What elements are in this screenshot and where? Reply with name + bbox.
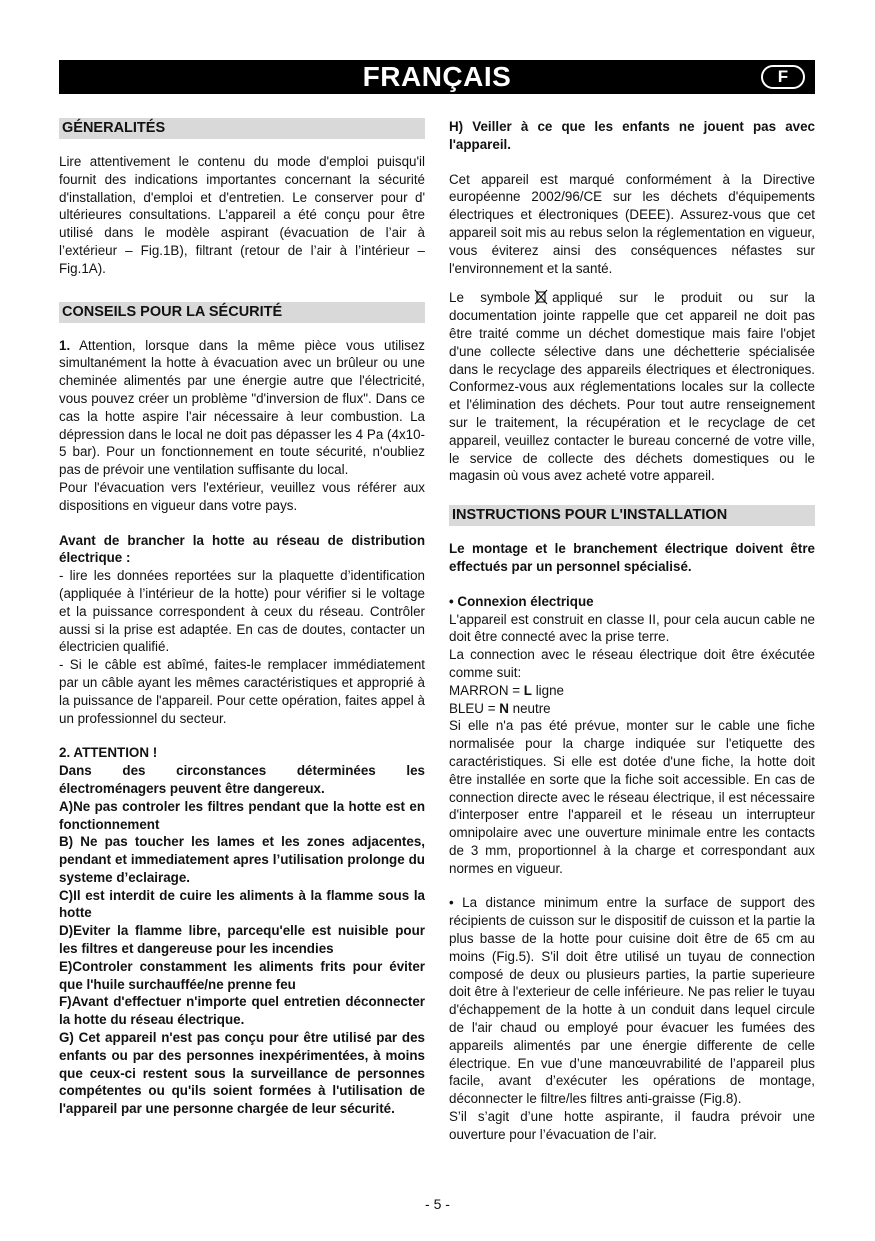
symbol-paragraph (449, 289, 815, 485)
section-title-generalites: GÉNERALITÉS (59, 118, 425, 139)
attention-item-a: A)Ne pas controler les filtres pendant que la hotte est en fonctionnement (59, 798, 425, 832)
attention-item-f: F)Avant d'effectuer n'importe quel entretien déconnecter la hotte du réseau électrique. (59, 994, 425, 1028)
branchement-heading: Avant de brancher la hotte au réseau de distribution électrique : (59, 532, 425, 566)
connexion-text-3: Si elle n'a pas été prévue, monter sur le cable une fiche normalisée pour la charge indiquée sur l'etiquette des caractéristiques. Si elle est dotée d'une fiche, la hotte doit être installée en sorte que la fiche soit accessible. En cas de connection directe avec le réseau électrique, il est nécessaire d'interposer entre l'appareil et le réseau un interrupteur omnipolaire avec une ouverture minimale entre les contacts de 3 mm, proportionnel à la charge et correspondant aux normes en vigueur. (449, 718, 815, 876)
generalites-text: Lire attentivement le contenu du mode d'emploi puisqu'il fournit des indications importantes concernant la sécurité d'installation, d'emploi et d'entretien. Le conserver pour d' ultérieures consultations. L’appareil a été conçu pour être utilisé dans le modèle aspirant (évacuation de l’air à l’extérieur – Fig.1B), filtrant (retour de l’air à l’intérieur – Fig.1A). (59, 154, 425, 276)
attention-item-h: H) Veiller à ce que les enfants ne jouent pas avec l'appareil. (449, 119, 815, 152)
attention-item-e: E)Controler constamment les aliments frits pour éviter que l'huile surchauffée/ne prenne feu (59, 958, 425, 992)
attention-item-c: C)Il est interdit de cuire les aliments à la flamme sous la hotte (59, 887, 425, 921)
wire-brown: MARRON = L ligne (449, 682, 564, 698)
right-column (449, 118, 815, 1144)
securite-text-1: Attention, lorsque dans la même pièce vous utilisez simultanément la hotte à évacuation avec un brûleur ou une cheminée alimentés par une énergie autre que l'électricité, vous pouvez créer un problème "d'inversion de flux". Dans ce cas la hotte aspire l'air nécessaire à leur combustion. La dépression dans le local ne doit pas dépasser les 4 Pa (4x10-5 bar). Pour un fonctionnement en toute sécurité, n'oubliez pas de prévoir une ventilation suffisante du local. (59, 337, 425, 478)
section-title-securite: CONSEILS POUR LA SÉCURITÉ (59, 302, 425, 323)
attention-item-d: D)Eviter la flamme libre, parcequ'elle est nuisible pour les filtres et dangereuse pour les incendies (59, 923, 425, 957)
connexion-text-2: La connection avec le réseau électrique doit être éxécutée comme suit: (449, 647, 815, 680)
language-header-bar (59, 60, 815, 94)
attention-item-g: G) Cet appareil n'est pas conçu pour être utilisé par des enfants ou par des personnes inexpérimentées, à moins que ceux-ci restent sous la surveillance de personnes compétentes ou qu'ils soient formées à l'utilisation de l'appareil par une personne chargée de leur sécurité. (59, 1030, 425, 1117)
language-badge: F (761, 65, 805, 89)
connexion-text-1: L'appareil est construit en classe II, pour cela aucun cable ne doit être connecté avec la prise terre. (449, 611, 815, 645)
distance-paragraph: • La distance minimum entre la surface de support des récipients de cuisson sur le dispositif de cuisson et la partie la plus basse de la hotte pour cuisine doit être de 65 cm au moins (Fig.5). S'il doit être utilisé un tuyau de connection composé de deux ou plusieurs parties, la partie superieure doit être à l'exterieur de celle inférieure. Ne pas relier le tuyau d'échappement de la hotte à un conduit dans lequel circule de l'air chaud ou employé pour évacuer les fumées des appareils alimentés par une énergie differente de celle électrique. En vue d’une manœuvrabilité de l’appareil plus facile, avant d’exécuter les opérations de montage, déconnecter le filtre/les filtres anti-graisse (Fig.8). (449, 895, 815, 1107)
symbol-text-pre: Le symbole (449, 290, 531, 306)
branchement-text-1: - lire les données reportées sur la plaquette d’identification (appliquée à l’intérieur de la hotte) pour vérifier si le voltage et la puissance correspondent à ceux du réseau. Contrôler aussi si la prise est adaptée. En cas de doutes, contacter un électricien qualifié. (59, 568, 425, 655)
connexion-heading: • Connexion électrique (449, 593, 594, 609)
securite-paragraph-1 (59, 337, 425, 479)
symbol-text-post: appliqué sur le produit ou sur la documentation jointe rappelle que cet appareil ne doit pas être traité comme un déchet domestique mais faire l'objet d'une collecte sélective dans une déchetterie spécialisée dans le recyclage des appareils électriques et électroniques. Conformez-vous aux réglementations locales sur la collecte et l'élimination des déchets. Pour tout autre renseignement sur le traitement, la récupération et le recyclage de cet appareil, veuillez contacter le bureau concerné de votre ville, le service de collecte des déchets domestiques ou le magasin où vous avez acheté votre appareil. (449, 290, 816, 484)
attention-title: 2. ATTENTION ! (59, 745, 158, 761)
installation-warning: Le montage et le branchement électrique doivent être effectués par un personnel spécialisé. (449, 541, 815, 574)
section-title-installation: INSTRUCTIONS POUR L'INSTALLATION (449, 505, 815, 526)
crossed-bin-icon (534, 289, 548, 305)
page-title: FRANÇAIS (362, 61, 512, 92)
securite-paragraph-2: Pour l'évacuation vers l'extérieur, veuillez vous référer aux dispositions en vigueur dans votre pays. (59, 479, 425, 513)
item-number: 1. (59, 337, 71, 353)
branchement-text-2: - Si le câble est abîmé, faites-le remplacer immédiatement par un câble ayant les mêmes caractéristiques et approprié à la puissance de l'appareil. Pour cette opération, faites appel à un professionnel du secteur. (59, 657, 425, 726)
attention-intro: Dans des circonstances déterminées les électroménagers peuvent être dangereux. (59, 763, 425, 796)
attention-item-b: B) Ne pas toucher les lames et les zones adjacentes, pendant et immediatement apres l’utilisation prolonge du systeme d’eclairage. (59, 834, 425, 885)
page-number: - 5 - (425, 1196, 450, 1212)
left-column (59, 118, 425, 1118)
deee-paragraph: Cet appareil est marqué conformément à la Directive européenne 2002/96/CE sur les déchets d'équipements électriques et électroniques (DEEE). Assurez-vous que cet appareil soit mis au rebus selon la réglementation en vigueur, vous éviterez ainsi des conséquences néfastes sur l'environnement et la santé. (449, 171, 815, 276)
aspirante-paragraph: S’il s’agit d’une hotte aspirante, il faudra prévoir une ouverture pour l’évacuation de l’air. (449, 1109, 815, 1142)
wire-blue: BLEU = N neutre (449, 700, 551, 716)
